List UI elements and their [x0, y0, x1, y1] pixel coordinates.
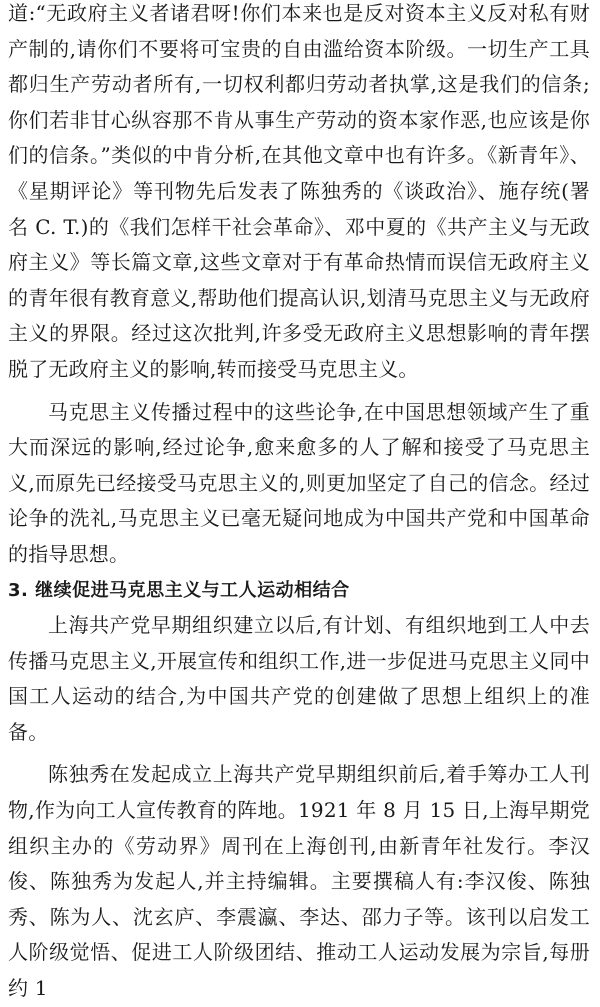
section-heading: 3. 继续促进马克思主义与工人运动相结合	[8, 579, 350, 601]
paragraph-debate-impact: 马克思主义传播过程中的这些论争,在中国思想领域产生了重大而深远的影响,经过论争,愈来愈多的人了解和接受了马克思主义,而原先已经接受马克思主义的,则更加坚定了自己的信念。经过论争的洗礼,马克思主义已毫无疑问地成为中国共产党和中国革命的指导思想。	[8, 399, 590, 566]
paragraph-labor-weekly: 陈独秀在发起成立上海共产党早期组织前后,着手筹办工人刊物,作为向工人宣传教育的阵地。1921 年 8 月 15 日,上海早期党组织主办的《劳动界》周刊在上海创刊,由新青年社发行。李汉俊、陈独秀为发起人,并主持编辑。主要撰稿人有:李汉俊、陈独秀、陈为人、沈玄庐、李震瀛、李达、邵力子等。该刊以启发工人阶级觉悟、促进工人阶级团结、推动工人运动发展为宗旨,每册约 1	[8, 762, 590, 1001]
paragraph-shanghai-organization: 上海共产党早期组织建立以后,有计划、有组织地到工人中去传播马克思主义,开展宣传和组织工作,进一步促进马克思主义同中国工人运动的结合,为中国共产党的创建做了思想上组织上的准备。	[8, 613, 590, 744]
paragraph-continued-quote: 道:“无政府主义者诸君呀!你们本来也是反对资本主义反对私有财产制的,请你们不要将可宝贵的自由滥给资本阶级。一切生产工具都归生产劳动者所有,一切权利都归劳动者执掌,这是我们的信条;你们若非甘心纵容那不肯从事生产劳动的资本家作恶,也应该是你们的信条。”类似的中肯分析,在其他文章中也有许多。《新青年》、《星期评论》等刊物先后发表了陈独秀的《谈政治》、施存统(署名 C. T.)的《我们怎样干社会革命》、邓中夏的《共产主义与无政府主义》等长篇文章,这些文章对于有革命热情而误信无政府主义的青年很有教育意义,帮助他们提高认识,划清马克思主义与无政府主义的界限。经过这次批判,许多受无政府主义思想影响的青年摆脱了无政府主义的影响,转而接受马克思主义。	[8, 1, 590, 381]
